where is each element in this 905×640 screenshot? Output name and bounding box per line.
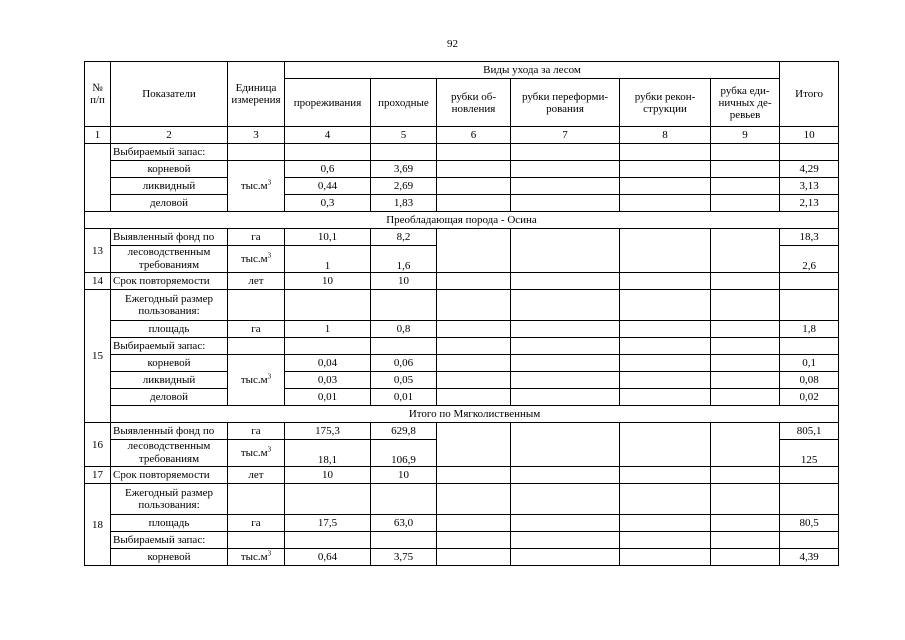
row-label: Срок повторяемости [111,273,228,290]
row-num-cell [85,144,111,212]
table-row [85,229,839,246]
total-cell: 0,08 [780,372,839,389]
unit-cell: $тыс.м^3$ [228,161,285,212]
row-label: корневой [111,355,228,372]
header-type-passage: проходные [371,79,437,127]
table-row [85,144,839,161]
row-label: корневой [111,161,228,178]
unit-cell: лет [228,273,285,290]
total-cell: 18,3 [780,229,839,246]
table-row [85,372,839,389]
harvest-title: Выбираемый запас: [111,338,228,355]
row-label: требованиям [111,453,228,467]
col-num: 3 [228,127,285,144]
table-row [85,389,839,406]
total-cell: 0,02 [780,389,839,406]
table-row [85,195,839,212]
value-cell: 0,44 [285,178,371,195]
total-cell: 3,13 [780,178,839,195]
row-label: Ежегодный размер пользования: [111,290,228,321]
forest-care-table [84,61,839,566]
row-label: площадь [111,515,228,532]
table-row [85,273,839,290]
section-title-aspen: Преобладающая порода - Осина [85,212,839,229]
row-num: 18 [85,484,111,566]
value-cell: 106,9 [371,440,437,467]
value-cell: 63,0 [371,515,437,532]
value-cell: 1 [285,246,371,273]
value-cell: 175,3 [285,423,371,440]
header-total: Итого [780,62,839,127]
value-cell: 0,05 [371,372,437,389]
row-num: 13 [85,229,111,273]
value-cell: 0,6 [285,161,371,178]
page-number: 92 [447,38,458,50]
total-cell: 1,8 [780,321,839,338]
unit-cell: $тыс.м^3$ [228,246,285,273]
table-row [85,178,839,195]
table-row [85,549,839,566]
total-cell: 4,39 [780,549,839,566]
table-row [85,355,839,372]
header-type-thinning: прореживания [285,79,371,127]
value-cell: 10 [371,273,437,290]
value-cell: 0,06 [371,355,437,372]
table-row [85,532,839,549]
total-cell: 125 [780,440,839,467]
table-row [85,467,839,484]
header-type-reconstruction: рубки рекон-струкции [620,79,711,127]
value-cell: 18,1 [285,440,371,467]
row-label: Срок повторяемости [111,467,228,484]
value-cell: 10,1 [285,229,371,246]
value-cell: 0,3 [285,195,371,212]
value-cell: 0,01 [285,389,371,406]
total-cell: 4,29 [780,161,839,178]
unit-cell: га [228,423,285,440]
col-num: 4 [285,127,371,144]
table-row [85,423,839,440]
col-num: 9 [711,127,780,144]
unit-cell: га [228,229,285,246]
row-label: ликвидный [111,178,228,195]
table-row [85,290,839,321]
value-cell: 0,04 [285,355,371,372]
value-cell: 8,2 [371,229,437,246]
row-label: Ежегодный размер пользования: [111,484,228,515]
value-cell: 3,69 [371,161,437,178]
header-num: № п/п [85,62,111,127]
value-cell: 0,01 [371,389,437,406]
value-cell: 1,6 [371,246,437,273]
total-cell: 805,1 [780,423,839,440]
value-cell: 17,5 [285,515,371,532]
harvest-title: Выбираемый запас: [111,144,228,161]
value-cell: 0,8 [371,321,437,338]
unit-cell: $тыс.м^3$ [228,440,285,467]
total-cell: 2,13 [780,195,839,212]
header-type-renewal: рубки об-новления [437,79,511,127]
row-label: деловой [111,389,228,406]
header-care-types: Виды ухода за лесом [285,62,780,79]
row-label: Выявленный фонд по [111,423,228,440]
value-cell: 0,64 [285,549,371,566]
column-numbers-row [85,127,839,144]
row-num: 14 [85,273,111,290]
section-row [85,406,839,423]
row-label: корневой [111,549,228,566]
col-num: 10 [780,127,839,144]
header-indicators: Показатели [111,62,228,127]
row-label: ликвидный [111,372,228,389]
row-num: 15 [85,290,111,423]
value-cell: 10 [285,273,371,290]
header-unit: Единица измерения [228,62,285,127]
row-label: деловой [111,195,228,212]
row-label: требованиям [111,259,228,273]
unit-cell: $тыс.м^3$ [228,355,285,406]
col-num: 5 [371,127,437,144]
value-cell: 629,8 [371,423,437,440]
unit-cell: га [228,515,285,532]
header-type-single-trees: рубка еди-ничных де-ревьев [711,79,780,127]
total-cell: 2,6 [780,246,839,273]
value-cell: 3,75 [371,549,437,566]
value-cell: 10 [371,467,437,484]
total-cell: 0,1 [780,355,839,372]
unit-cell: $тыс.м^3$ [228,549,285,566]
col-num: 8 [620,127,711,144]
unit-cell: га [228,321,285,338]
section-row [85,212,839,229]
col-num: 1 [85,127,111,144]
table-row [85,321,839,338]
value-cell: 1 [285,321,371,338]
col-num: 2 [111,127,228,144]
value-cell: 10 [285,467,371,484]
table-row [85,161,839,178]
col-num: 6 [437,127,511,144]
section-title-soft-leaved: Итого по Мягколиственным [111,406,839,423]
row-label: площадь [111,321,228,338]
row-num: 16 [85,423,111,467]
col-num: 7 [511,127,620,144]
value-cell: 1,83 [371,195,437,212]
table-row [85,515,839,532]
value-cell: 2,69 [371,178,437,195]
row-label: Выявленный фонд по [111,229,228,246]
table-row [85,338,839,355]
row-label: лесоводственным [111,246,228,259]
row-label: лесоводственным [111,440,228,453]
unit-cell: лет [228,467,285,484]
header-type-reformation: рубки переформи-рования [511,79,620,127]
harvest-title: Выбираемый запас: [111,532,228,549]
total-cell: 80,5 [780,515,839,532]
value-cell: 0,03 [285,372,371,389]
table-row [85,484,839,515]
row-num: 17 [85,467,111,484]
